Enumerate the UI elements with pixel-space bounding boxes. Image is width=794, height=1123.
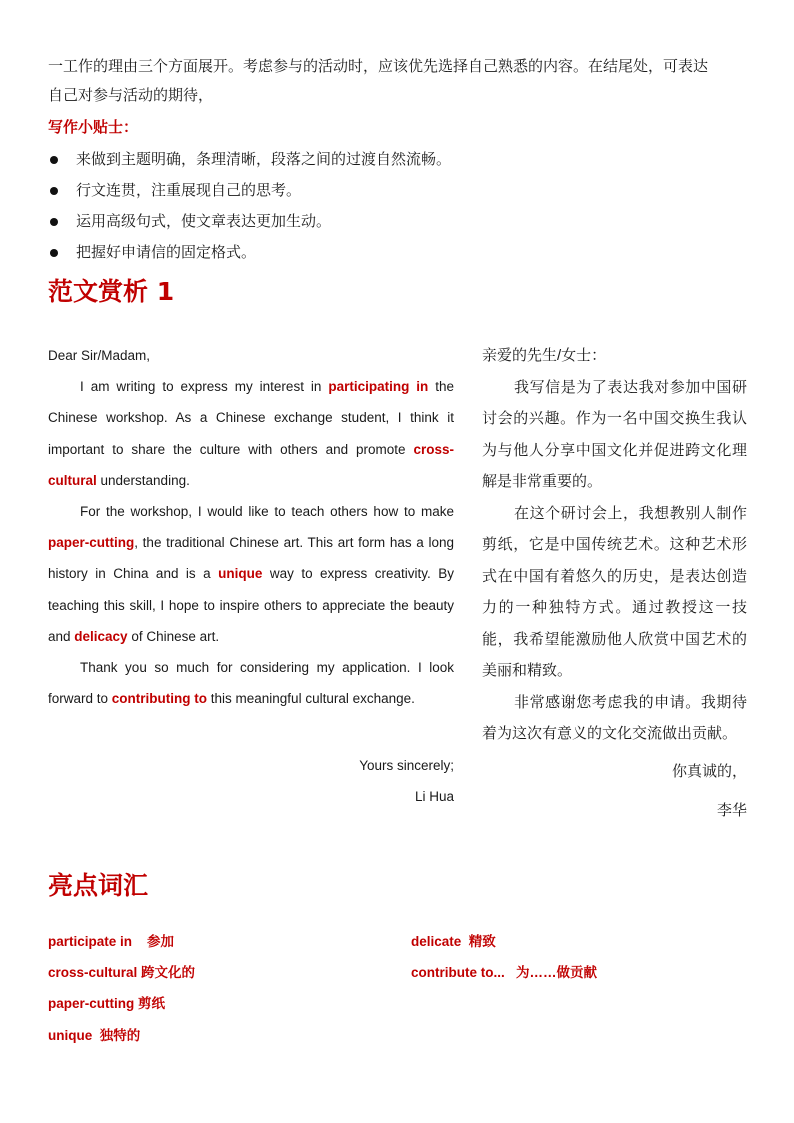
letter-signer-zh: 李华 [716,802,747,819]
tips-title: 写作小贴士： [48,119,139,136]
bullet-icon [50,249,58,257]
intro-line-2: 自己对参与活动的期待， [48,87,214,104]
section-title-vocab: 亮点词汇 [48,871,149,900]
vocab-item: delicate 精致 [411,934,496,949]
tips-item: 行文连贯，注重展现自己的思考。 [48,175,748,206]
vocab-item: participate in 参加 [48,934,175,949]
letter-paragraph-3: Thank you so much for considering my application. I look forward to contributing to this meaningful cultural exchange. [48,660,454,707]
letter-signature-english [359,750,454,812]
vocab-item: unique 独特的 [48,1027,141,1043]
letter-chinese [482,340,747,827]
letter-paragraph-1: I am writing to express my interest in participating in the Chinese workshop. As a Chinese exchange student, I think it important to share the culture with others and promote cross-cultural understanding. [48,379,454,488]
intro-paragraph [48,52,748,110]
highlight-term: participating in [328,379,429,395]
tips-item: 运用高级句式，使文章表达更加生动。 [48,206,748,237]
letter-greeting: Dear Sir/Madam, [48,348,151,363]
letter-paragraph-zh-3: 非常感谢您考虑我的申请。我期待着为这次有意义的文化交流做出贡献。 [482,693,747,742]
letter-paragraph-zh-2: 在这个研讨会上，我想教别人制作剪纸，它是中国传统艺术。这种艺术形式在中国有着悠久的历史，是表达创造力的一种独特方式。通过教授这一技能，我希望能激励他人欣赏中国艺术的美丽和精致。 [482,504,747,679]
letter-english [48,340,454,714]
vocab-item: cross-cultural 跨文化的 [48,965,196,981]
highlight-term: paper-cutting [48,535,135,551]
vocab-list-right [411,926,597,988]
highlight-term: contributing to [111,691,208,707]
vocab-item: contribute to... 为……做贡献 [411,965,598,981]
highlight-term: cross-cultural [48,441,454,488]
tips-list [48,144,748,268]
vocab-list-left [48,926,195,1051]
tips-item: 把握好申请信的固定格式。 [48,237,748,268]
highlight-term: unique [218,566,263,582]
letter-closing: Yours sincerely; [359,758,454,773]
bullet-icon [50,218,58,226]
intro-line-1: 一工作的理由三个方面展开。考虑参与的活动时，应该优先选择自己熟悉的内容。在结尾处，可表达 [48,58,709,75]
letter-paragraph-2: For the workshop, I would like to teach others how to make paper-cutting, the traditional Chinese art. This art form has a long history in China and is a unique way to express creativity. By teaching this skill, I hope to inspire others to appreciate the beauty and delicacy of Chinese art. [48,504,455,644]
letter-greeting-zh: 亲爱的先生/女士： [482,347,607,364]
tips-item: 来做到主题明确，条理清晰，段落之间的过渡自然流畅。 [48,144,748,175]
letter-signer: Li Hua [414,789,454,804]
section-title-sample: 范文赏析 1 [48,277,175,306]
letter-closing-zh: 你真诚的， [671,762,747,780]
bullet-icon [50,187,58,195]
letter-paragraph-zh-1: 我写信是为了表达我对参加中国研讨会的兴趣。作为一名中国交换生我认为与他人分享中国文化并促进跨文化理解是非常重要的。 [482,378,747,490]
highlight-term: delicacy [74,628,128,644]
vocab-item: paper-cutting 剪纸 [48,996,166,1012]
bullet-icon [50,156,58,164]
